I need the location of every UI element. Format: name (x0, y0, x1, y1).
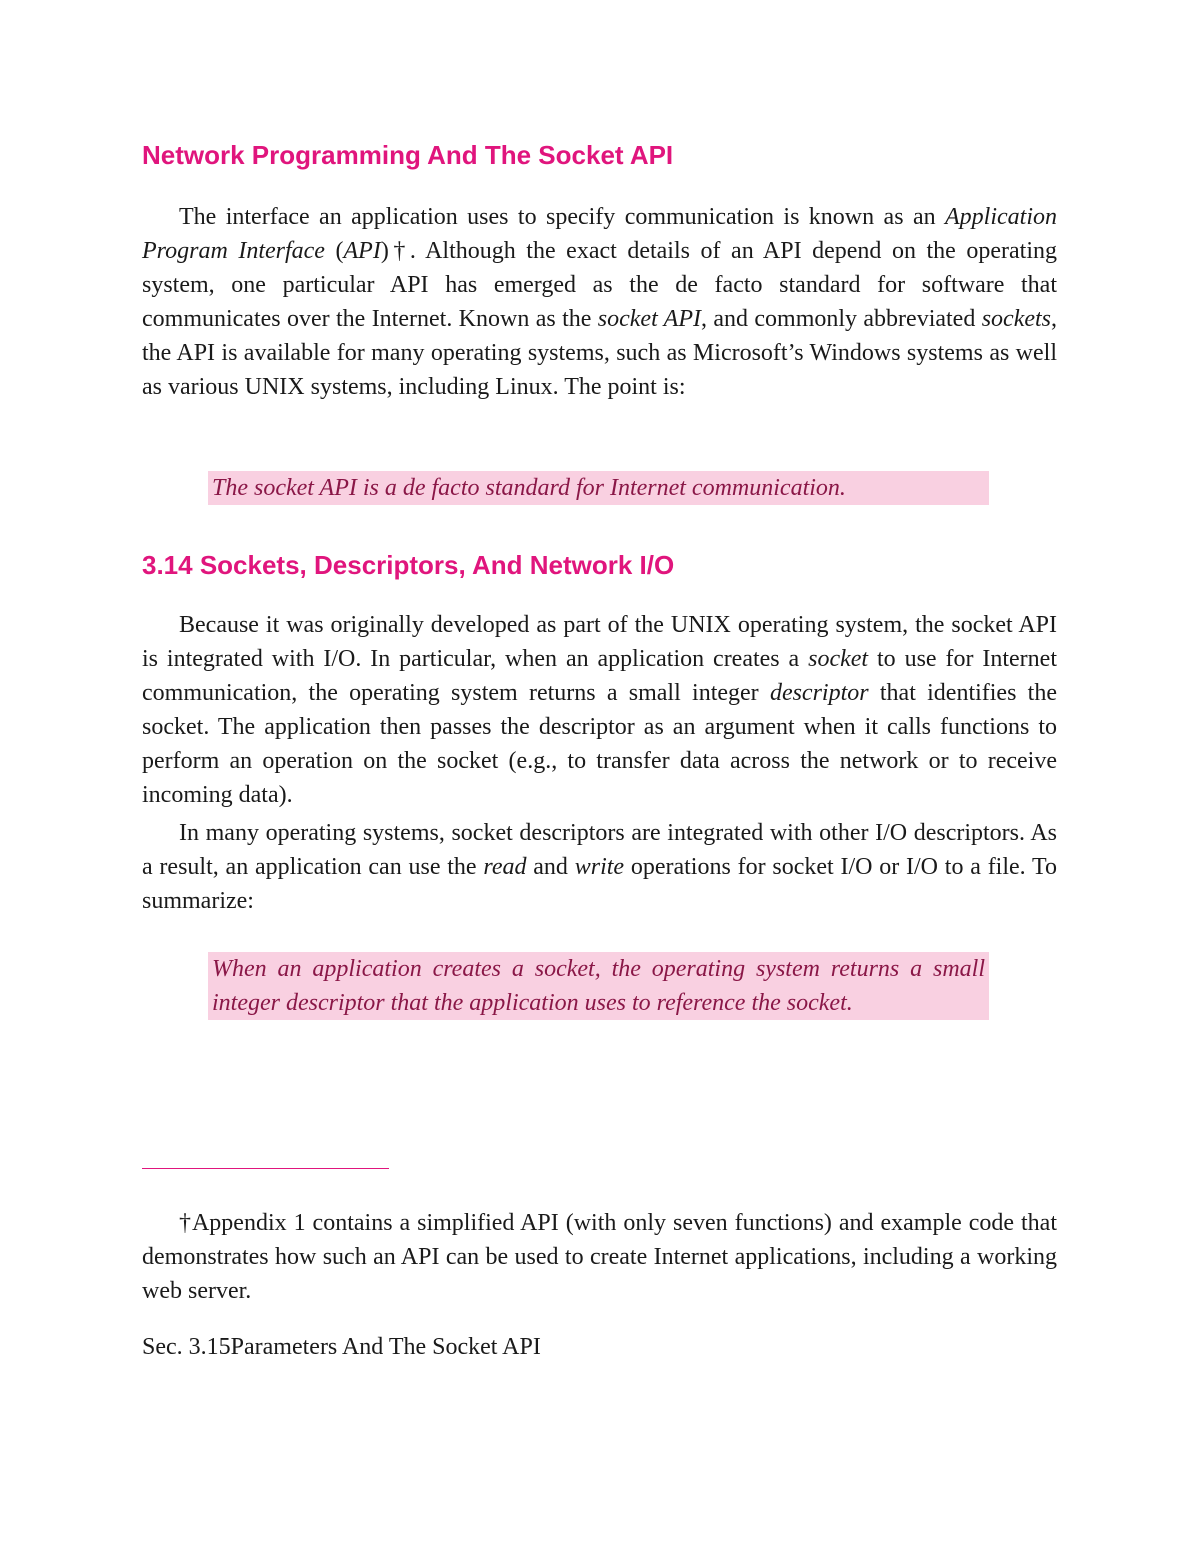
footnote-divider (142, 1168, 389, 1169)
paragraph-text: , the API is available for many operating systems, such as Microsoft’s Windows systems as well as various UNIX systems, including Linux. The point is: (142, 306, 1058, 400)
paragraph-text: , and commonly abbreviated (700, 306, 982, 332)
next-section-label: Sec. 3.15Parameters And The Socket API (142, 1334, 541, 1360)
emphasis-text: sockets (981, 306, 1052, 332)
section-heading-sockets-descriptors: 3.14 Sockets, Descriptors, And Network I/O (142, 550, 675, 580)
paragraph-socket-api-intro (142, 200, 1057, 404)
paragraph-text: Because it was originally developed as part of the UNIX operating system, the socket API is integrated with I/O. In particular, when an application creates a (142, 612, 1057, 672)
callout-box-socket-descriptor: When an application creates a socket, the operating system returns a small integer descriptor that the application uses to reference the socket. (208, 952, 989, 1020)
emphasis-text: socket API (597, 306, 701, 332)
paragraph-sockets-io (142, 608, 1057, 812)
paragraph-text: ( (324, 238, 344, 264)
callout-box-socket-api-standard: The socket API is a de facto standard for Internet communication. (208, 471, 989, 505)
emphasis-text: Application Program Interface (142, 204, 1057, 264)
paragraph-text: In many operating systems, socket descriptors are integrated with other I/O descriptors. As a result, an application can use the (142, 820, 1057, 880)
paragraph-text: operations for socket I/O or I/O to a file. To summarize: (142, 854, 1058, 914)
emphasis-text: socket (808, 646, 869, 672)
paragraph-descriptors-integrated (142, 816, 1057, 918)
paragraph-text: that identifies the socket. The application then passes the descriptor as an argument when it calls functions to perform an operation on the socket (e.g., to transfer data across the network or to receive incoming data). (142, 680, 1058, 808)
emphasis-text: descriptor (769, 680, 869, 706)
section-heading-network-programming: Network Programming And The Socket API (142, 140, 674, 170)
footnote-appendix: †Appendix 1 contains a simplified API (with only seven functions) and example code that demonstrates how such an API can be used to create Internet applications, including a working web server. (142, 1210, 1057, 1304)
paragraph-text: and (526, 854, 575, 880)
paragraph-text: )†. Although the exact details of an API depend on the operating system, one particular API has emerged as the de facto standard for software that communicates over the Internet. Known as the (142, 238, 1058, 332)
emphasis-text: write (574, 854, 625, 880)
emphasis-text: API (343, 238, 381, 264)
paragraph-text: The interface an application uses to specify communication is known as an (179, 204, 946, 230)
paragraph-text: to use for Internet communication, the operating system returns a small integer (142, 646, 1057, 706)
emphasis-text: read (483, 854, 527, 880)
